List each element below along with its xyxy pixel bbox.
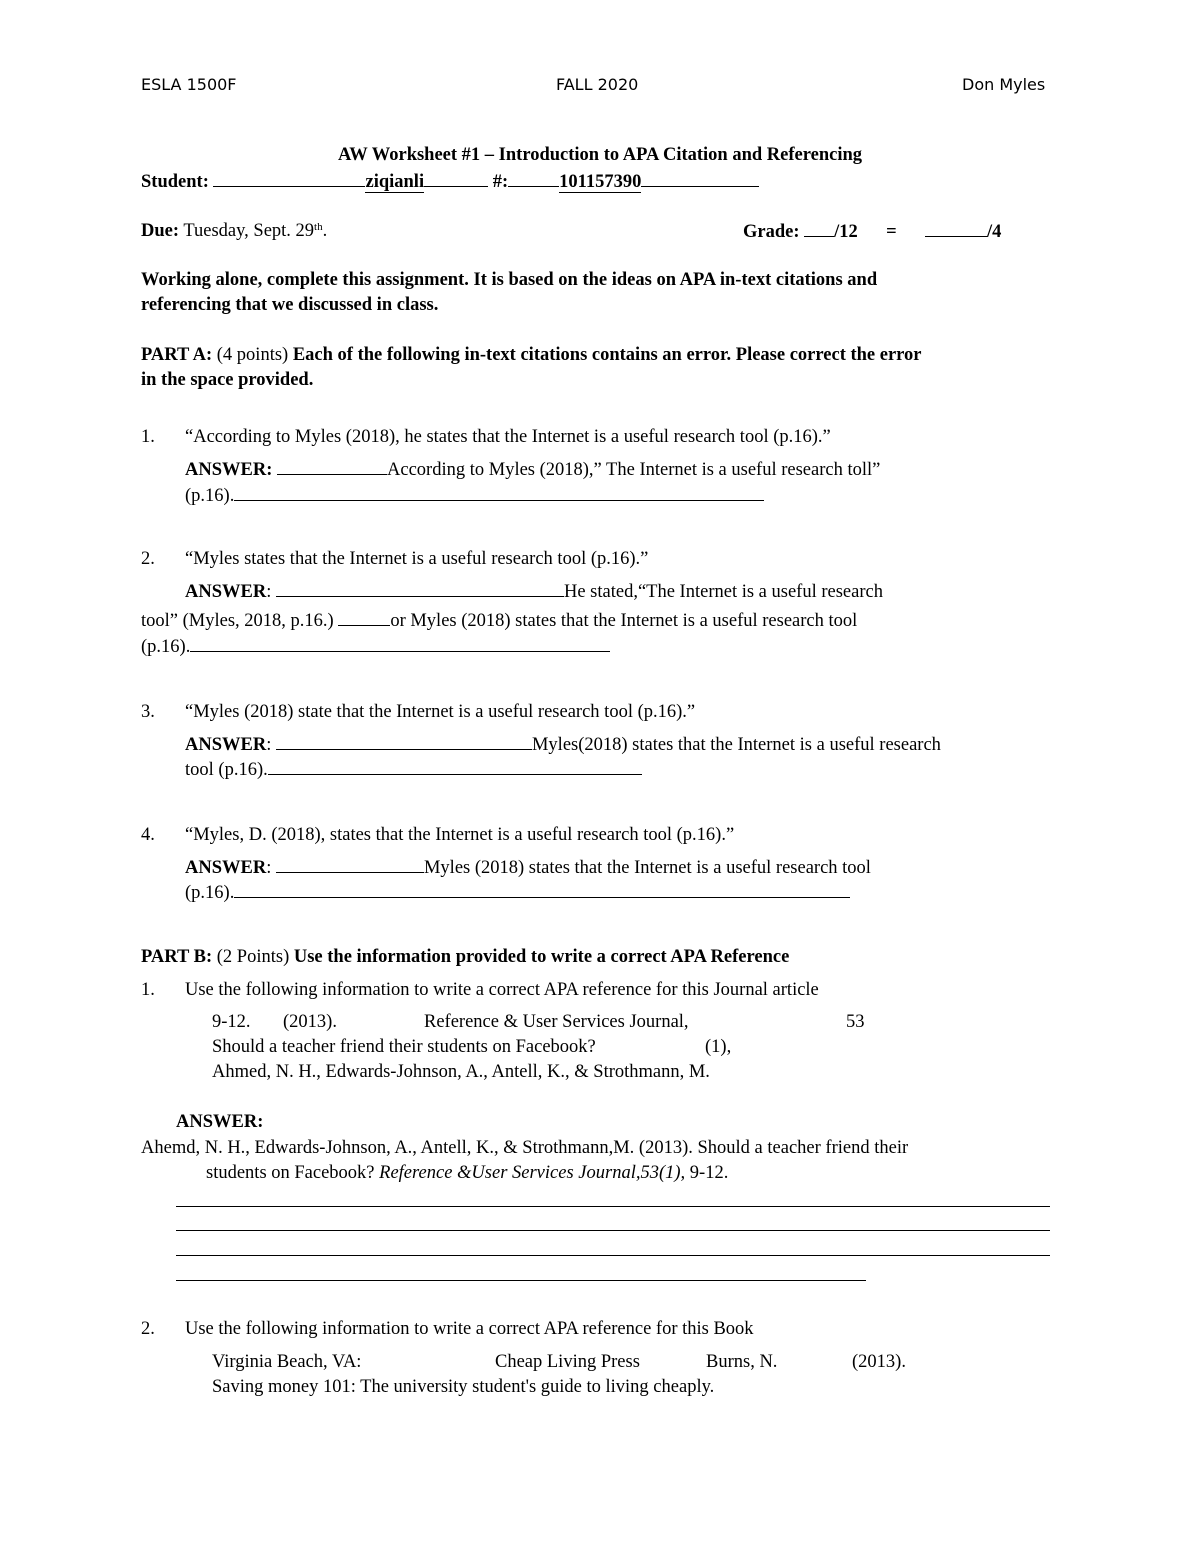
due-line [141,219,327,243]
answer-label: ANSWER [185,735,267,755]
answer-a2-text-2b: or Myles (2018) states that the Internet is a useful research tool [390,611,858,631]
part-a-label: PART A: [141,345,213,365]
due-date: Tuesday, Sept. 29 [183,221,315,241]
b1-journal: Reference & User Services Journal, [424,1012,689,1032]
answer-blank [190,634,610,652]
answer-a2-text-2a: tool” (Myles, 2018, p.16.) [141,611,339,631]
instructor-name: Don Myles [962,75,1046,94]
grade-blank [804,219,834,237]
answer-a2-text: He stated,“The Internet is a useful research [563,582,883,602]
answer-a2-text-3: (p.16). [141,637,191,657]
b2-publisher: Cheap Living Press [495,1352,640,1372]
b1-year: (2013). [283,1012,337,1032]
question-b2-number: 2. [141,1319,155,1339]
part-a-points: (4 points) [216,345,289,365]
due-label: Due: [141,221,180,241]
grade-out-of: /12 [834,222,858,242]
answer-blank [338,608,390,626]
answer-a2-line-3 [141,634,610,659]
answer-label: ANSWER [185,582,267,602]
answer-blank [276,855,424,873]
question-a2-number: 2. [141,549,155,569]
answer-blank [268,757,642,775]
question-a4-number: 4. [141,825,155,845]
part-b-points: (2 Points) [216,947,290,967]
instructions-line-1: Working alone, complete this assignment. It is based on the ideas on APA in-text citations and [141,270,878,290]
answer-a1-line-1: ANSWER: According to Myles (2018),” The Internet is a useful research toll” [185,457,880,482]
grade-label: Grade: [743,222,800,242]
answer-a3-line-2 [185,757,642,782]
part-b-heading [141,945,789,969]
grade-equals: = [886,222,897,242]
student-number-blank [508,169,559,187]
student-name-blank-end [424,169,488,187]
answer-a4-line-2 [185,880,850,905]
student-number-blank-end [641,169,759,187]
answer-blank [276,732,532,750]
answer-rule [176,1230,1050,1231]
b1-issue: (1), [705,1037,732,1057]
answer-label: ANSWER [185,460,267,480]
b2-year: (2013). [852,1352,906,1372]
answer-a4-text-2: (p.16). [185,883,235,903]
grade-line [743,219,1001,244]
b2-location: Virginia Beach, VA: [212,1352,362,1372]
question-b2-prompt: Use the following information to write a correct APA reference for this Book [185,1319,754,1339]
b1-answer-pages: 9-12. [685,1163,729,1183]
student-number-label: #: [492,172,509,192]
b2-author: Burns, N. [706,1352,778,1372]
b1-answer-line-1: Ahemd, N. H., Edwards-Johnson, A., Antell, K., & Strothmann,M. (2013). Should a teacher friend their [141,1138,909,1158]
answer-blank [277,457,387,475]
b1-answer-title: students on Facebook? [206,1163,380,1183]
answer-blank [276,579,564,597]
answer-rule [176,1255,1050,1256]
answer-a3-text: Myles(2018) states that the Internet is a useful research [531,735,941,755]
answer-a1-line-2 [185,483,764,508]
b1-volume: 53 [846,1012,865,1032]
part-a-instruction: Each of the following in-text citations contains an error. Please correct the error [292,345,922,365]
student-name-blank [213,169,365,187]
answer-a3-line-1: ANSWER: Myles(2018) states that the Internet is a useful research [185,732,941,757]
question-a2-text: “Myles states that the Internet is a useful research tool (p.16).” [185,549,649,569]
question-a1-text: “According to Myles (2018), he states that the Internet is a useful research tool (p.16).” [185,427,831,447]
answer-a1-text: According to Myles (2018),” The Internet is a useful research toll” [387,460,881,480]
b1-answer-label: ANSWER: [176,1112,264,1132]
answer-a2-line-1: ANSWER: He stated,“The Internet is a useful research [185,579,883,604]
part-b-instruction: Use the information provided to write a correct APA Reference [293,947,790,967]
question-a4-text: “Myles, D. (2018), states that the Internet is a useful research tool (p.16).” [185,825,735,845]
answer-rule [176,1280,866,1281]
b1-answer-line-2 [206,1161,728,1185]
student-number: 101157390 [559,172,642,192]
question-a3-text: “Myles (2018) state that the Internet is a useful research tool (p.16).” [185,702,696,722]
question-a3-number: 3. [141,702,155,722]
part-a-instruction-cont: in the space provided. [141,370,314,390]
course-code: ESLA 1500F [141,75,237,94]
answer-a4-text: Myles (2018) states that the Internet is a useful research tool [423,858,871,878]
answer-blank [234,880,850,898]
answer-blank [234,483,764,501]
due-date-end: . [322,221,328,241]
worksheet-title: AW Worksheet #1 – Introduction to APA Citation and Referencing [337,145,863,165]
question-b1-number: 1. [141,980,155,1000]
term: FALL 2020 [556,75,639,94]
grade-scaled-blank [925,219,987,237]
b2-book-title: Saving money 101: The university student's guide to living cheaply. [212,1377,715,1397]
student-info-line [141,169,759,194]
question-a1-number: 1. [141,427,155,447]
answer-a4-line-1: ANSWER: Myles (2018) states that the Internet is a useful research tool [185,855,871,880]
part-b-label: PART B: [141,947,213,967]
b1-authors: Ahmed, N. H., Edwards-Johnson, A., Antell, K., & Strothmann, M. [212,1062,710,1082]
b1-answer-journal: Reference &User Services Journal,53(1), [379,1163,686,1183]
part-a-heading [141,343,922,367]
answer-a1-text-2: (p.16). [185,486,235,506]
answer-rule [176,1206,1050,1207]
answer-label: ANSWER [185,858,267,878]
grade-scaled: /4 [987,222,1002,242]
answer-a3-text-2: tool (p.16). [185,760,268,780]
instructions-line-2: referencing that we discussed in class. [141,295,439,315]
due-date-suffix: th [314,221,323,233]
b1-pages: 9-12. [212,1012,251,1032]
b1-article-title: Should a teacher friend their students on Facebook? [212,1037,596,1057]
answer-a2-line-2 [141,608,857,633]
student-name: ziqianli [365,172,425,192]
question-b1-prompt: Use the following information to write a correct APA reference for this Journal article [185,980,819,1000]
student-label: Student: [141,172,209,192]
